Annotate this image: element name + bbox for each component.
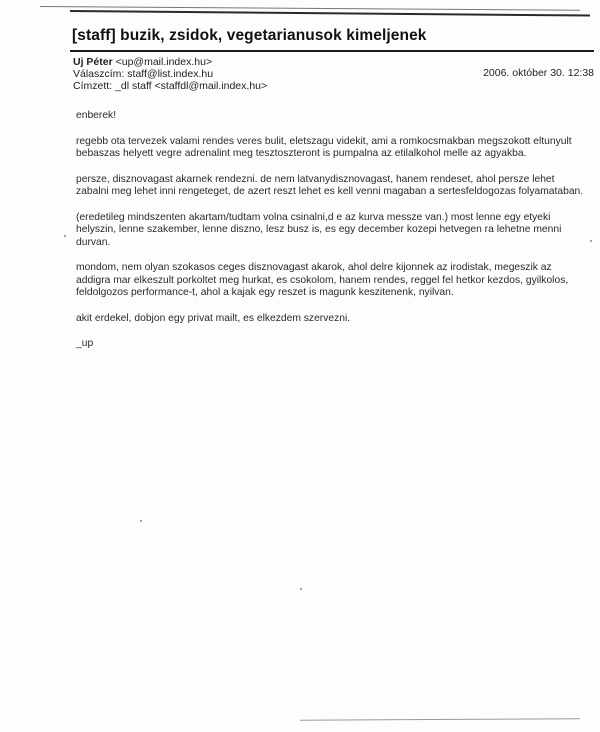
scan-speck xyxy=(64,235,66,237)
sender-address: <up@mail.index.hu> xyxy=(115,56,213,68)
reply-to-label: Válaszcím: xyxy=(73,68,125,80)
signature: _up xyxy=(76,338,94,349)
header-top-rule xyxy=(70,10,590,17)
scan-bottom-edge xyxy=(300,718,580,720)
body-paragraph: regebb ota tervezek valami rendes veres bulit, eletszagu videkit, ami a romkocsmakban megszokott eltunyult bebaszas helyett vegre adrenalint meg tesztoszteront is pumpalna az etilalkohol melle az agyakba. xyxy=(76,135,572,159)
to-label: Címzett: xyxy=(73,80,113,92)
body-paragraph: akit erdekel, dobjon egy privat mailt, es elkezdem szervezni. xyxy=(76,312,351,324)
email-from-line xyxy=(73,56,212,68)
body-paragraph: (eredetileg mindszenten akartam/tudtam volna csinalni,d e az kurva messze van.) most lenne egy etyeki helyszin, lenne szakember, lenne diszno, lesz busz is, es egy december kozepi hetvegen ra lehetne menni durvan. xyxy=(76,211,562,248)
email-body xyxy=(76,110,586,364)
subject-divider xyxy=(70,50,594,52)
email-to-line xyxy=(73,80,267,92)
body-paragraph: enberek! xyxy=(76,110,117,121)
email-reply-to-line xyxy=(73,68,213,80)
scan-speck xyxy=(140,520,142,522)
email-subject: [staff] buzik, zsidok, vegetarianusok kimeljenek xyxy=(72,27,427,44)
reply-to-address: staff@list.index.hu xyxy=(127,68,214,80)
to-address: _dl staff <staffdl@mail.index.hu> xyxy=(115,80,268,92)
body-paragraph: persze, disznovagast akarnek rendezni. de nem latvanydisznovagast, hanem rendeset, ahol persze lehet zabalni meg lehet inni rengeteget, de azert reszt lehet es kell venni magaban a sertesfeldogozas folyamataban. xyxy=(76,173,584,197)
sender-name: Uj Péter xyxy=(73,56,113,68)
scan-speck xyxy=(300,588,302,590)
body-paragraph: mondom, nem olyan szokasos ceges disznovagast akarok, ahol delre kijonnek az irodistak, megeszik az addigra mar elkeszult porkoltet meg hurkat, es csokolom, hanem rendes, reggel fel hetkor kezdos, gyilkolos, feldolgozos performance-t, ahol a kajak egy reszet is magunk keszitenenk, nyilvan. xyxy=(76,262,569,298)
scan-speck xyxy=(590,240,592,242)
email-date: 2006. október 30. 12:38 xyxy=(483,67,594,79)
